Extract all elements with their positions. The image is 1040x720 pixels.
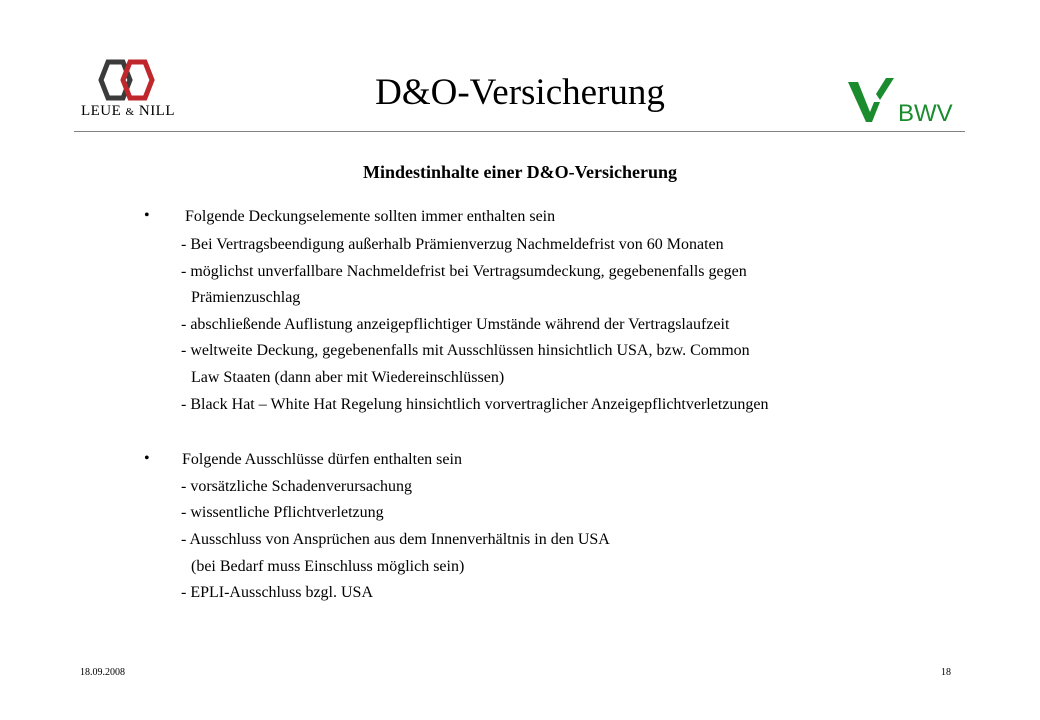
list-item: - möglichst unverfallbare Nachmeldefrist bei Vertragsumdeckung, gegebenenfalls gegen: [181, 263, 747, 280]
list-item: - wissentliche Pflichtverletzung: [181, 504, 384, 521]
footer-date: 18.09.2008: [80, 667, 125, 678]
slide-title: D&O-Versicherung: [375, 72, 665, 113]
list-item: - Black Hat – White Hat Regelung hinsichtlich vorvertraglicher Anzeigepflichtverletzungen: [181, 396, 769, 413]
bullet-marker: •: [144, 450, 150, 467]
v-logo-icon: [846, 76, 898, 128]
section-heading: Folgende Deckungselemente sollten immer enthalten sein: [185, 208, 556, 225]
bullet-marker: •: [144, 207, 150, 224]
list-item: - abschließende Auflistung anzeigepflichtiger Umstände während der Vertragslaufzeit: [181, 316, 730, 333]
list-item: - Bei Vertragsbeendigung außerhalb Prämienverzug Nachmeldefrist von 60 Monaten: [181, 236, 724, 253]
list-item: - weltweite Deckung, gegebenenfalls mit Ausschlüssen hinsichtlich USA, bzw. Common: [181, 342, 750, 359]
list-item: Law Staaten (dann aber mit Wiedereinschlüssen): [191, 369, 505, 386]
header-divider: [74, 131, 965, 132]
leue-nill-logo-text: LEUE & NILL: [80, 103, 176, 119]
bwv-logo: [846, 76, 956, 128]
list-item: - Ausschluss von Ansprüchen aus dem Innenverhältnis in den USA: [181, 531, 610, 548]
list-item: - EPLI-Ausschluss bzgl. USA: [181, 584, 373, 601]
footer-page-number: 18: [941, 667, 951, 678]
list-item: (bei Bedarf muss Einschluss möglich sein): [191, 558, 465, 575]
section-heading: Folgende Ausschlüsse dürfen enthalten sein: [182, 451, 462, 468]
list-item: - vorsätzliche Schadenverursachung: [181, 478, 413, 495]
bwv-logo-text: BWV: [898, 100, 953, 127]
section-subtitle: Mindestinhalte einer D&O-Versicherung: [363, 162, 677, 182]
list-item: Prämienzuschlag: [191, 289, 301, 306]
